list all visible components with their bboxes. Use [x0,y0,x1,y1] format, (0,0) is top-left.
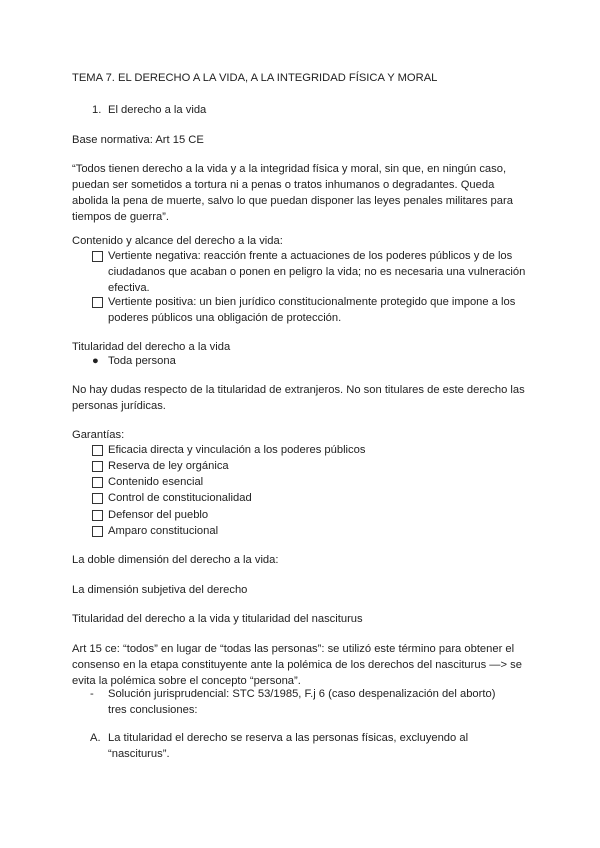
checkbox-icon[interactable] [92,477,103,488]
checklist-item-text: Reserva de ley orgánica [108,460,229,472]
dash-marker: - [90,688,94,700]
checklist-item-text: Vertiente positiva: un bien jurídico constitucionalmente protegido que impone a los poderes públicos una obligación de protección. [108,296,516,324]
alpha-marker: A. [90,732,101,744]
extranjeros-paragraph: No hay dudas respecto de la titularidad de extranjeros. No son titulares de este derecho las personas jurídicas. [72,384,525,412]
doble-dimension: La doble dimensión del derecho a la vida: [72,554,279,566]
bullet-icon: ● [92,355,99,367]
dimension-subjetiva: La dimensión subjetiva del derecho [72,584,248,596]
checkbox-icon[interactable] [92,445,103,456]
base-normativa: Base normativa: Art 15 CE [72,134,204,146]
art15-paragraph: Art 15 ce: “todos” en lugar de “todas las personas”: se utilizó este término para obtener el consenso en la etapa constituyente ante la polémica de los derechos del nasciturus —> se evita la polémica sobre el concepto “persona”. [72,643,522,687]
checklist-item-text: Control de constitucionalidad [108,492,252,504]
checkbox-icon[interactable] [92,461,103,472]
quote-paragraph: “Todos tienen derecho a la vida y a la integridad física y moral, sin que, en ningún caso, puedan ser sometidos a tortura ni a penas o tratos inhumanos o degradantes. Queda abolida la pena de muerte, salvo lo que puedan disponer las leyes penales militares para tiempos de guerra”. [72,163,513,223]
checkbox-icon[interactable] [92,526,103,537]
page-title: TEMA 7. EL DERECHO A LA VIDA, A LA INTEGRIDAD FÍSICA Y MORAL [72,72,438,84]
checklist-item-text: Vertiente negativa: reacción frente a actuaciones de los poderes públicos y de los ciudadanos que acaban o ponen en peligro la vida; no es necesaria una vulneración efectiva. [108,250,526,294]
contenido-heading: Contenido y alcance del derecho a la vida: [72,235,283,247]
checklist-item-text: Defensor del pueblo [108,509,209,521]
checkbox-icon[interactable] [92,510,103,521]
bullet-item-text: Toda persona [108,355,176,367]
checklist-item-text: Contenido esencial [108,476,204,488]
dash-item-text: Solución jurisprudencial: STC 53/1985, F.j 6 (caso despenalización del aborto) tres conclusiones: [108,688,496,716]
checklist-item-text: Amparo constitucional [108,525,219,537]
checkbox-icon[interactable] [92,251,103,262]
section-label: El derecho a la vida [108,104,207,116]
titularidad-heading: Titularidad del derecho a la vida [72,341,231,353]
checkbox-icon[interactable] [92,493,103,504]
checkbox-icon[interactable] [92,297,103,308]
titularidad-nasciturus: Titularidad del derecho a la vida y titularidad del nasciturus [72,613,363,625]
garantias-heading: Garantías: [72,429,125,441]
alpha-item-text: La titularidad el derecho se reserva a las personas físicas, excluyendo al “nasciturus”. [108,732,469,760]
section-number: 1. [92,104,102,116]
checklist-item-text: Eficacia directa y vinculación a los poderes públicos [108,444,366,456]
